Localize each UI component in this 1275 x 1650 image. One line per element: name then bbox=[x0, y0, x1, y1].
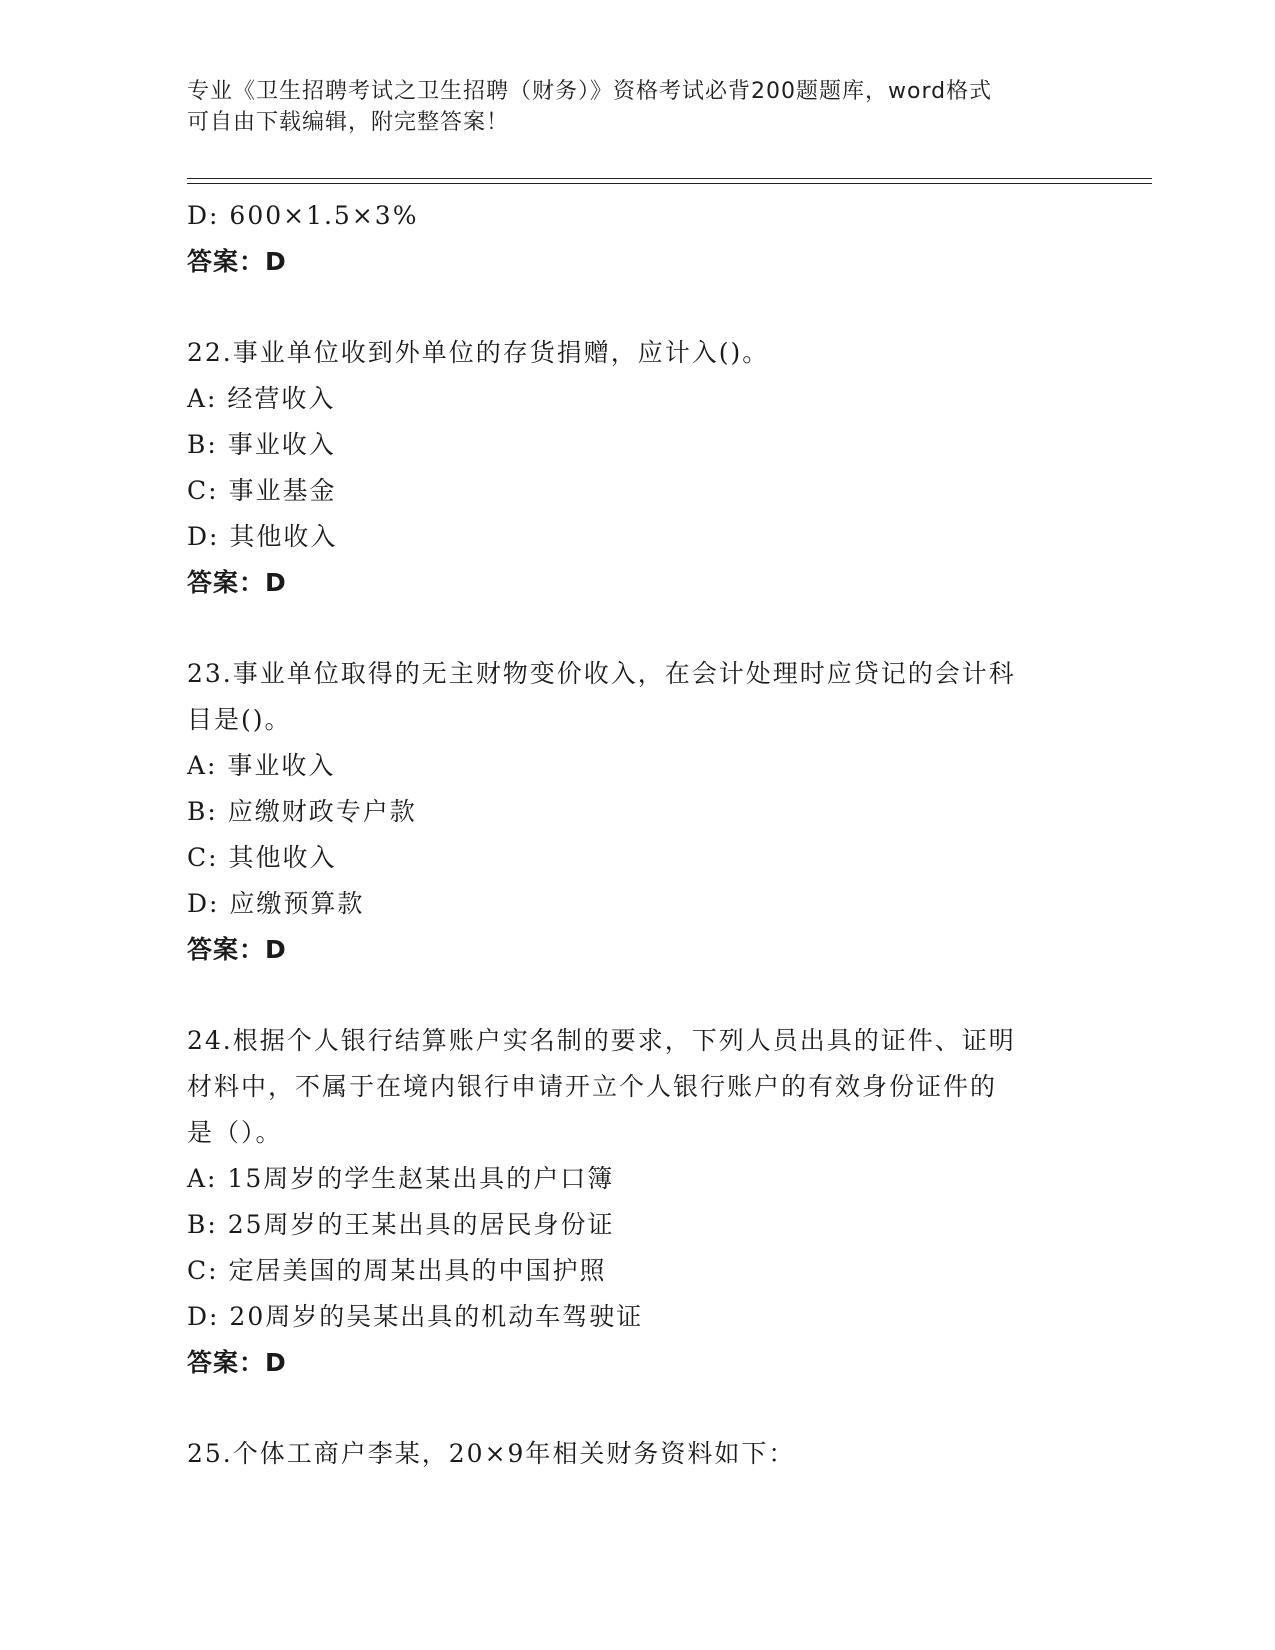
question-23 bbox=[187, 651, 1067, 973]
option-a: A: 经营收入 bbox=[187, 384, 336, 413]
question-22 bbox=[187, 330, 1067, 606]
option-d: D: 其他收入 bbox=[187, 522, 338, 551]
header-title-line1: 专业《卫生招聘考试之卫生招聘（财务）》资格考试必背200题题库，word格式 bbox=[187, 79, 993, 104]
spacer bbox=[187, 973, 1067, 1018]
option-d: D: 600×1.5×3% bbox=[187, 201, 419, 230]
question-stem-line2: 目是()。 bbox=[187, 705, 292, 734]
option-c: C: 事业基金 bbox=[187, 476, 337, 505]
question-25 bbox=[187, 1431, 1067, 1477]
option-d: D: 20周岁的吴某出具的机动车驾驶证 bbox=[187, 1302, 644, 1331]
option-a: A: 15周岁的学生赵某出具的户口簿 bbox=[187, 1164, 615, 1193]
question-stem-line1: 24.根据个人银行结算账户实名制的要求，下列人员出具的证件、证明 bbox=[187, 1026, 1016, 1055]
option-b: B: 事业收入 bbox=[187, 430, 336, 459]
spacer bbox=[187, 285, 1067, 330]
question-stem-line1: 23.事业单位取得的无主财物变价收入，在会计处理时应贷记的会计科 bbox=[187, 659, 1016, 688]
answer-line: 答案：D bbox=[187, 1348, 287, 1377]
question-stem-line2: 材料中，不属于在境内银行申请开立个人银行账户的有效身份证件的 bbox=[187, 1072, 998, 1101]
document-header bbox=[187, 76, 1067, 138]
option-d: D: 应缴预算款 bbox=[187, 889, 365, 918]
spacer bbox=[187, 606, 1067, 651]
question-stem: 22.事业单位收到外单位的存货捐赠，应计入()。 bbox=[187, 338, 770, 367]
option-c: C: 其他收入 bbox=[187, 843, 337, 872]
option-b: B: 25周岁的王某出具的居民身份证 bbox=[187, 1210, 615, 1239]
header-divider-top bbox=[187, 178, 1152, 179]
answer-line: 答案：D bbox=[187, 247, 287, 276]
header-title-line2: 可自由下载编辑，附完整答案！ bbox=[187, 110, 510, 135]
header-divider-bottom bbox=[187, 183, 1152, 184]
question-stem: 25.个体工商户李某，20×9年相关财务资料如下： bbox=[187, 1439, 796, 1468]
answer-line: 答案：D bbox=[187, 935, 287, 964]
option-b: B: 应缴财政专户款 bbox=[187, 797, 417, 826]
spacer bbox=[187, 1386, 1067, 1431]
option-c: C: 定居美国的周某出具的中国护照 bbox=[187, 1256, 607, 1285]
option-a: A: 事业收入 bbox=[187, 751, 336, 780]
document-body bbox=[187, 193, 1067, 1477]
answer-line: 答案：D bbox=[187, 568, 287, 597]
question-stem-line3: 是（）。 bbox=[187, 1118, 283, 1147]
question-24 bbox=[187, 1018, 1067, 1386]
